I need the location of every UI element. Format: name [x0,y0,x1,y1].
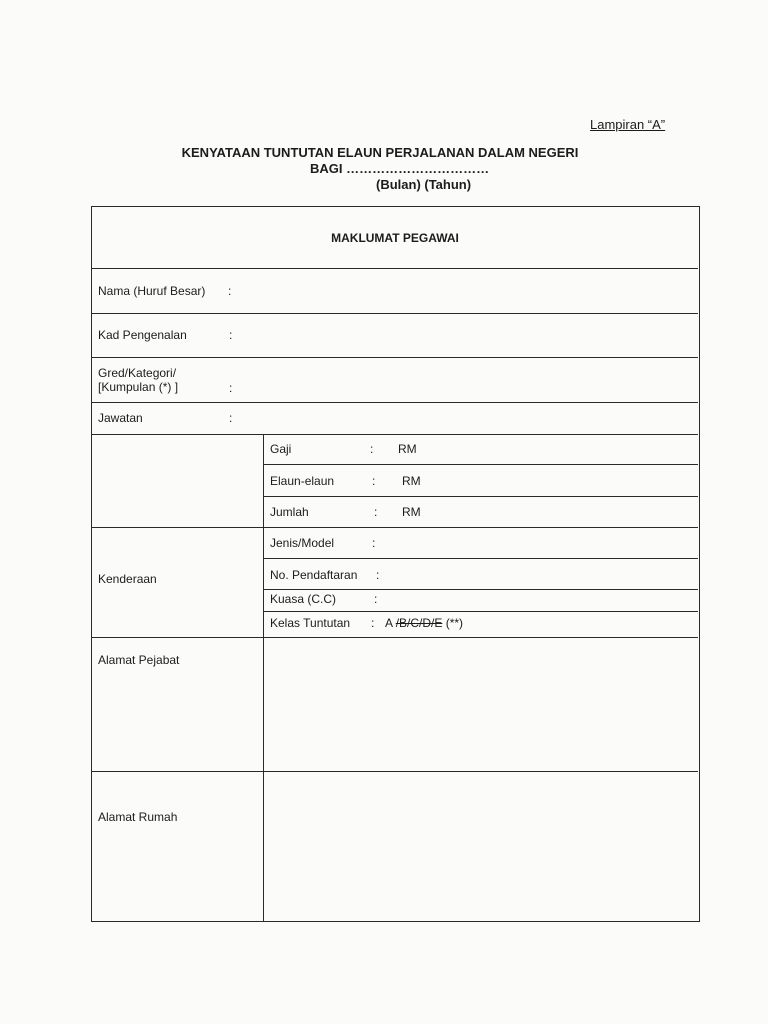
section-title: MAKLUMAT PEGAWAI [331,231,459,245]
grade-label: Gred/Kategori/ [98,366,177,380]
salary-currency: RM [398,442,417,456]
column-divider [263,434,264,921]
row-divider [263,611,698,612]
allowance-colon: : [372,474,376,488]
registration-colon: : [376,568,380,582]
claim-class-a: A [385,616,393,630]
row-divider [263,464,698,465]
ic-colon: : [229,328,233,342]
claim-class-colon: : [371,616,375,630]
name-colon: : [228,284,232,298]
row-divider [92,771,698,772]
row-divider [92,313,698,314]
salary-colon: : [370,442,374,456]
row-divider [263,558,698,559]
total-currency: RM [402,505,421,519]
total-label: Jumlah [270,505,309,519]
claim-class-value [385,616,463,630]
allowance-currency: RM [402,474,421,488]
office-address-label: Alamat Pejabat [98,653,180,667]
position-label: Jawatan [98,411,143,425]
row-divider [92,434,698,435]
total-colon: : [374,505,378,519]
ic-label: Kad Pengenalan [98,328,187,342]
row-divider [92,527,698,528]
grade-label-line2: [Kumpulan (*) ] [98,380,179,394]
row-divider [263,496,698,497]
vehicle-label: Kenderaan [98,572,157,586]
row-divider [263,589,698,590]
claim-class-note: (**) [445,616,464,630]
claim-class-label: Kelas Tuntutan [270,616,351,630]
position-colon: : [229,411,233,425]
name-label: Nama (Huruf Besar) [98,284,206,298]
row-divider [92,357,698,358]
model-colon: : [372,536,376,550]
form-title-line3: (Bulan) (Tahun) [376,177,472,192]
appendix-label: Lampiran “A” [590,117,666,132]
row-divider [92,402,698,403]
form-title-line2: BAGI …………………………… [310,161,490,176]
officer-info-table [91,206,700,922]
engine-capacity-label: Kuasa (C.C) [270,592,337,606]
allowance-label: Elaun-elaun [270,474,335,488]
model-label: Jenis/Model [270,536,335,550]
grade-colon: : [229,381,233,395]
claim-class-struck: /B/C/D/E [395,616,443,630]
row-divider [92,637,698,638]
home-address-label: Alamat Rumah [98,810,178,824]
form-title: KENYATAAN TUNTUTAN ELAUN PERJALANAN DALAM NEGERI [181,145,579,160]
registration-label: No. Pendaftaran [270,568,358,582]
engine-capacity-colon: : [374,592,378,606]
salary-label: Gaji [270,442,292,456]
row-divider [92,268,698,269]
